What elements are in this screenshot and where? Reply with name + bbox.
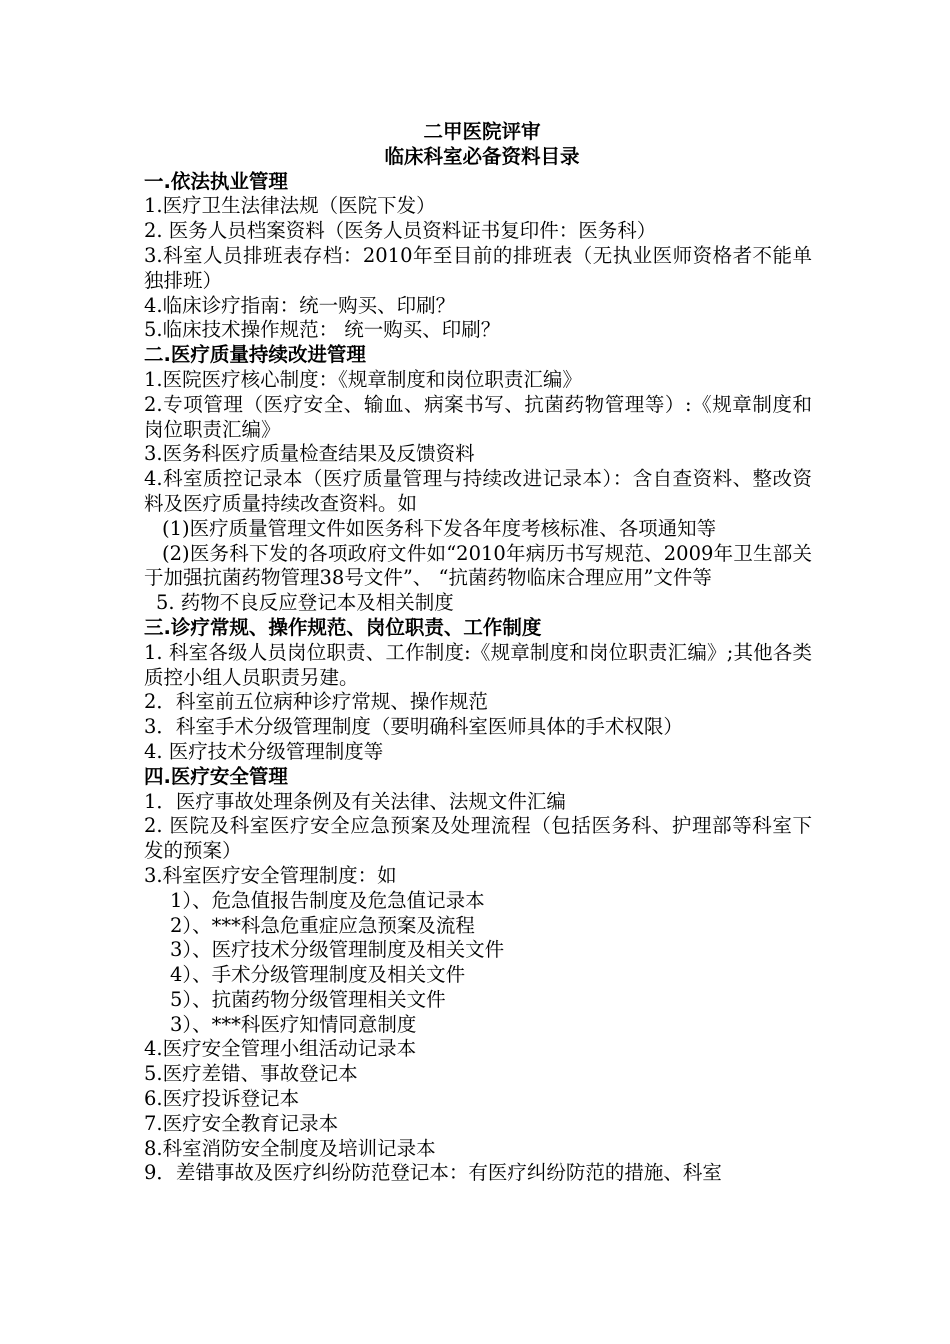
list-item: 4.临床诊疗指南：统一购买、印刷？	[144, 293, 456, 317]
list-item: 2）、***科急危重症应急预案及流程	[170, 913, 475, 937]
list-item: 3．科室手术分级管理制度（要明确科室医师具体的手术权限）	[144, 715, 683, 739]
list-item: 2.专项管理（医疗安全、输血、病案书写、抗菌药物管理等）:《规章制度和岗位职责汇编》	[144, 392, 812, 441]
list-item: 1. 科室各级人员岗位职责、工作制度:《规章制度和岗位职责汇编》;其他各类质控小组人员职责另建。	[144, 640, 812, 689]
list-item: 4.医疗安全管理小组活动记录本	[144, 1037, 417, 1061]
list-item: 8.科室消防安全制度及培训记录本	[144, 1136, 436, 1160]
list-item: 2. 医院及科室医疗安全应急预案及处理流程（包括医务科、护理部等科室下发的预案）	[144, 814, 812, 863]
list-item: 5.临床技术操作规范： 统一购买、印刷？	[144, 318, 501, 342]
list-item: 6.医疗投诉登记本	[144, 1087, 300, 1111]
list-item: 5. 药物不良反应登记本及相关制度	[156, 591, 454, 615]
list-item: 1）、危急值报告制度及危急值记录本	[170, 888, 485, 912]
list-item: 4）、手术分级管理制度及相关文件	[170, 963, 466, 987]
list-item: 1．医疗事故处理条例及有关法律、法规文件汇编	[144, 789, 566, 813]
list-item: (2)医务科下发的各项政府文件如“2010年病历书写规范、2009年卫生部关于加强抗菌药物管理38号文件”、 “抗菌药物临床合理应用”文件等	[144, 541, 812, 590]
list-item: 2．科室前五位病种诊疗常规、操作规范	[144, 690, 488, 714]
list-item: 3.医务科医疗质量检查结果及反馈资料	[144, 442, 475, 466]
list-item: 9．差错事故及医疗纠纷防范登记本：有医疗纠纷防范的措施、科室	[144, 1161, 722, 1185]
list-item: 3.科室医疗安全管理制度：如	[144, 863, 397, 887]
doc-title-line1: 二甲医院评审	[423, 120, 541, 143]
list-item: 4. 医疗技术分级管理制度等	[144, 739, 384, 763]
list-item: 2. 医务人员档案资料（医务人员资料证书复印件：医务科）	[144, 219, 657, 243]
document-page	[144, 120, 812, 1186]
section-heading-1: 一.依法执业管理	[144, 169, 288, 193]
list-item: 3.科室人员排班表存档：2010年至目前的排班表（无执业医师资格者不能单独排班）	[144, 243, 812, 292]
list-item: 3）、***科医疗知情同意制度	[170, 1012, 417, 1036]
list-item: 5）、抗菌药物分级管理相关文件	[170, 987, 446, 1011]
list-item: 1.医疗卫生法律法规（医院下发）	[144, 194, 436, 218]
section-heading-4: 四.医疗安全管理	[144, 764, 288, 788]
list-item: 4.科室质控记录本（医疗质量管理与持续改进记录本）：含自查资料、整改资料及医疗质量持续改查资料。如	[144, 467, 812, 515]
list-item: 7.医疗安全教育记录本	[144, 1111, 339, 1135]
list-item: (1)医疗质量管理文件如医务科下发各年度考核标准、各项通知等	[162, 516, 717, 540]
list-item: 3）、医疗技术分级管理制度及相关文件	[170, 938, 505, 962]
list-item: 1.医院医疗核心制度：《规章制度和岗位职责汇编》	[144, 367, 582, 391]
section-heading-3: 三.诊疗常规、操作规范、岗位职责、工作制度	[144, 615, 542, 639]
doc-title-line2: 临床科室必备资料目录	[384, 144, 580, 168]
list-item: 5.医疗差错、事故登记本	[144, 1062, 358, 1086]
section-heading-2: 二.医疗质量持续改进管理	[144, 343, 366, 367]
